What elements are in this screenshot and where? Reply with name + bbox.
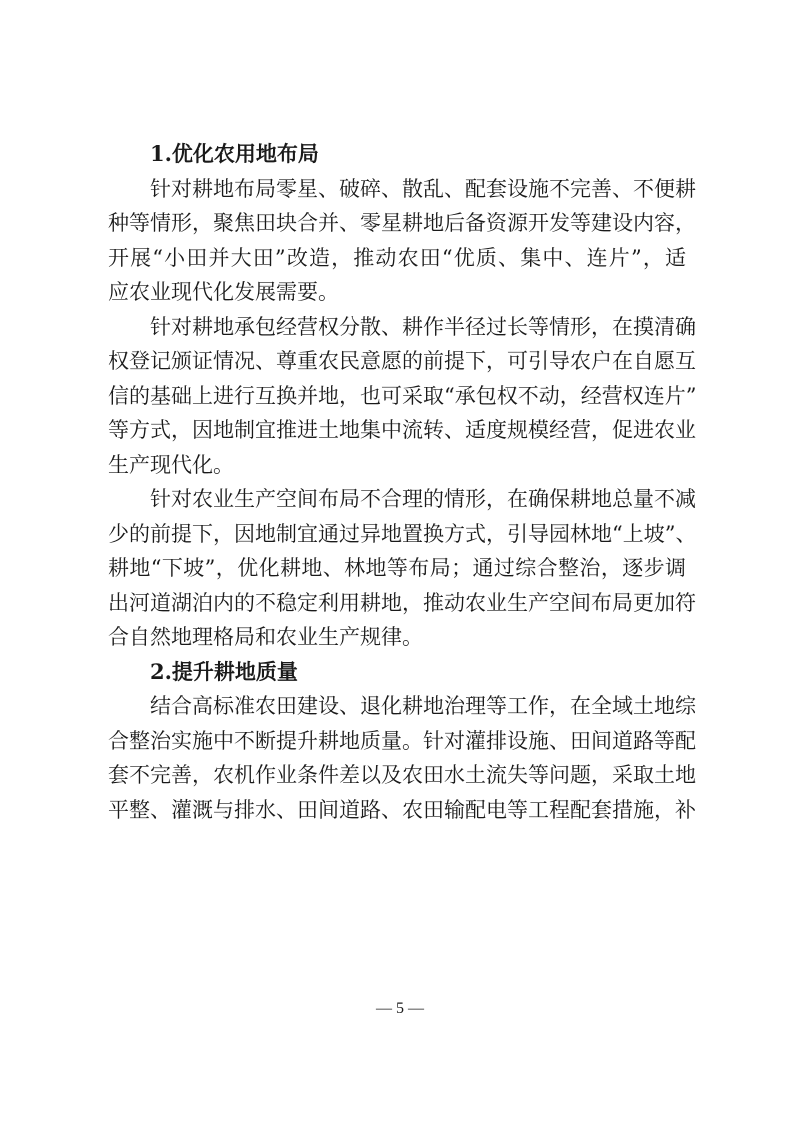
section-heading: 2.提升耕地质量 (150, 658, 298, 684)
paragraph-line: 生产现代化。 (108, 452, 234, 477)
paragraph-line: 种等情形，聚焦田块合并、零星耕地后备资源开发等建设内容， (108, 211, 696, 235)
paragraph-line: 针对农业生产空间布局不合理的情形，在确保耕地总量不减 (150, 487, 696, 511)
paragraph-line: 开展“小田并大田”改造，推动农田“优质、集中、连片”，适 (108, 245, 686, 270)
page-number: — 5 — (376, 1000, 424, 1017)
paragraph-line: 信的基础上进行互换并地，也可采取“承包权不动，经营权连片” (108, 383, 697, 408)
paragraph-line: 出河道湖泊内的不稳定利用耕地，推动农业生产空间布局更加符 (108, 590, 696, 615)
paragraph-line: 针对耕地承包经营权分散、耕作半径过长等情形，在摸清确 (150, 314, 696, 339)
paragraph-line: 少的前提下，因地制宜通过异地置换方式，引导园林地“上坡”、 (108, 521, 697, 546)
paragraph-line: 针对耕地布局零星、破碎、散乱、配套设施不完善、不便耕 (150, 176, 696, 201)
paragraph-line: 平整、灌溉与排水、田间道路、农田输配电等工程配套措施，补 (108, 797, 696, 822)
paragraph-line: 权登记颁证情况、尊重农民意愿的前提下，可引导农户在自愿互 (108, 349, 696, 373)
paragraph-line: 应农业现代化发展需要。 (108, 280, 339, 304)
paragraph-line: 合自然地理格局和农业生产规律。 (108, 625, 423, 649)
paragraph-line: 套不完善，农机作业条件差以及农田水土流失等问题，采取土地 (108, 763, 696, 787)
section-heading: 1.优化农用地布局 (150, 141, 319, 166)
paragraph-line: 等方式，因地制宜推进土地集中流转、适度规模经营，促进农业 (108, 418, 696, 442)
document-body (108, 137, 697, 827)
paragraph-line: 合整治实施中不断提升耕地质量。针对灌排设施、田间道路等配 (108, 728, 696, 753)
paragraph-line: 耕地“下坡”，优化耕地、林地等布局；通过综合整治，逐步调 (108, 556, 686, 580)
paragraph-line: 结合高标准农田建设、退化耕地治理等工作，在全域土地综 (150, 694, 696, 718)
